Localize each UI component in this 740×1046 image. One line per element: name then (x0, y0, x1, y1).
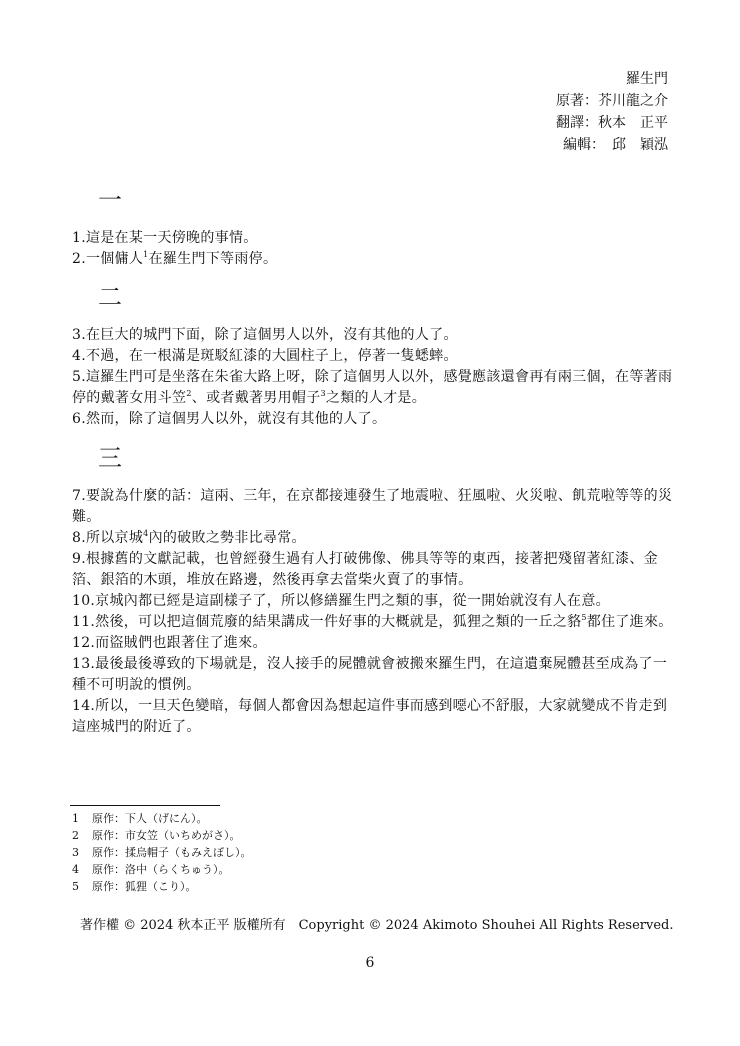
paragraph: 1.這是在某一天傍晚的事情。 (72, 230, 258, 246)
footnote-ref: 5 (581, 613, 587, 622)
footnote-item: 2 原作：市女笠（いちめがさ）。 (72, 829, 241, 842)
editor-line: 編輯： 邱 穎泓 (563, 137, 668, 153)
paragraph: 2.一個傭人$^1$在羅生門下等雨停。 (72, 250, 278, 267)
paragraph: 9.根據舊的文獻記載，也曾經發生過有人打破佛像、佛具等等的東西，接著把殘留著紅漆、金箔、銀箔的木頭，堆放在路邊，然後再拿去當柴火賣了的事情。 (72, 551, 658, 588)
author-line: 原著：芥川龍之介 (556, 93, 668, 109)
section-heading-1: 一 (98, 186, 122, 214)
section-heading-2: 二 (98, 283, 122, 311)
paragraph: 3.在巨大的城門下面，除了這個男人以外，沒有其他的人了。 (72, 327, 458, 343)
paragraph: 10.京城內都已經是這副樣子了，所以修繕羅生門之類的事，從一開始就沒有人在意。 (72, 593, 610, 609)
paragraph: 11.然後，可以把這個荒廢的結果講成一件好事的大概就是，狐狸之類的一丘之貉$^5$都住了進來。 (72, 613, 673, 630)
paragraph: 4.不過，在一根滿是斑駁紅漆的大圓柱子上，停著一隻蟋蟀。 (72, 348, 458, 364)
translator-line: 翻譯：秋本 正平 (556, 115, 668, 131)
section-body-3 (72, 486, 674, 738)
section-body-1 (72, 228, 674, 270)
page-number: 6 (365, 955, 375, 971)
copyright-notice: 著作權 © 2024 秋本正平 版權所有 Copyright © 2024 Akimoto Shouhei All Rights Reserved. (80, 918, 674, 933)
paragraph: 8.所以京城$^4$內的破敗之勢非比尋常。 (72, 529, 306, 546)
paragraph: 13.最後最後導致的下場就是，沒人接手的屍體就會被搬來羅生門，在這遺棄屍體甚至成為了一種不可明說的慣例。 (72, 656, 668, 693)
story-title: 羅生門 (626, 71, 668, 87)
title-block (556, 68, 668, 156)
footnote-ref: 4 (143, 529, 149, 538)
paragraph: 5.這羅生門可是坐落在朱雀大路上呀，除了這個男人以外，感覺應該還會再有兩三個，在等著雨停的戴著女用斗笠$^2$、或者戴著男用帽子$^3$之類的人才是。 (72, 369, 673, 406)
paragraph: 7.要說為什麼的話：這兩、三年，在京都接連發生了地震啦、狂風啦、火災啦、飢荒啦等等的災難。 (72, 488, 673, 525)
footnote-ref: 2 (186, 389, 192, 398)
footnote-divider (70, 805, 220, 806)
footnote-item: 4 原作：洛中（らくちゅう）。 (72, 863, 230, 876)
footnotes (72, 810, 252, 895)
footnote-item: 1 原作：下人（げにん）。 (72, 812, 208, 825)
section-body-2 (72, 325, 674, 430)
footnote-ref: 1 (143, 250, 149, 259)
section-heading-3: 三 (98, 444, 122, 472)
footnote-item: 3 原作：揉烏帽子（もみえぼし）。 (72, 846, 252, 859)
paragraph: 14.所以，一旦天色變暗，每個人都會因為想起這件事而感到噁心不舒服，大家就變成不肯走到這座城門的附近了。 (72, 698, 668, 735)
footnote-ref: 3 (320, 389, 326, 398)
footnote-item: 5 原作：狐狸（こり）。 (72, 880, 197, 893)
paragraph: 6.然而，除了這個男人以外，就沒有其他的人了。 (72, 411, 387, 427)
paragraph: 12.而盜賊們也跟著住了進來。 (72, 635, 267, 651)
